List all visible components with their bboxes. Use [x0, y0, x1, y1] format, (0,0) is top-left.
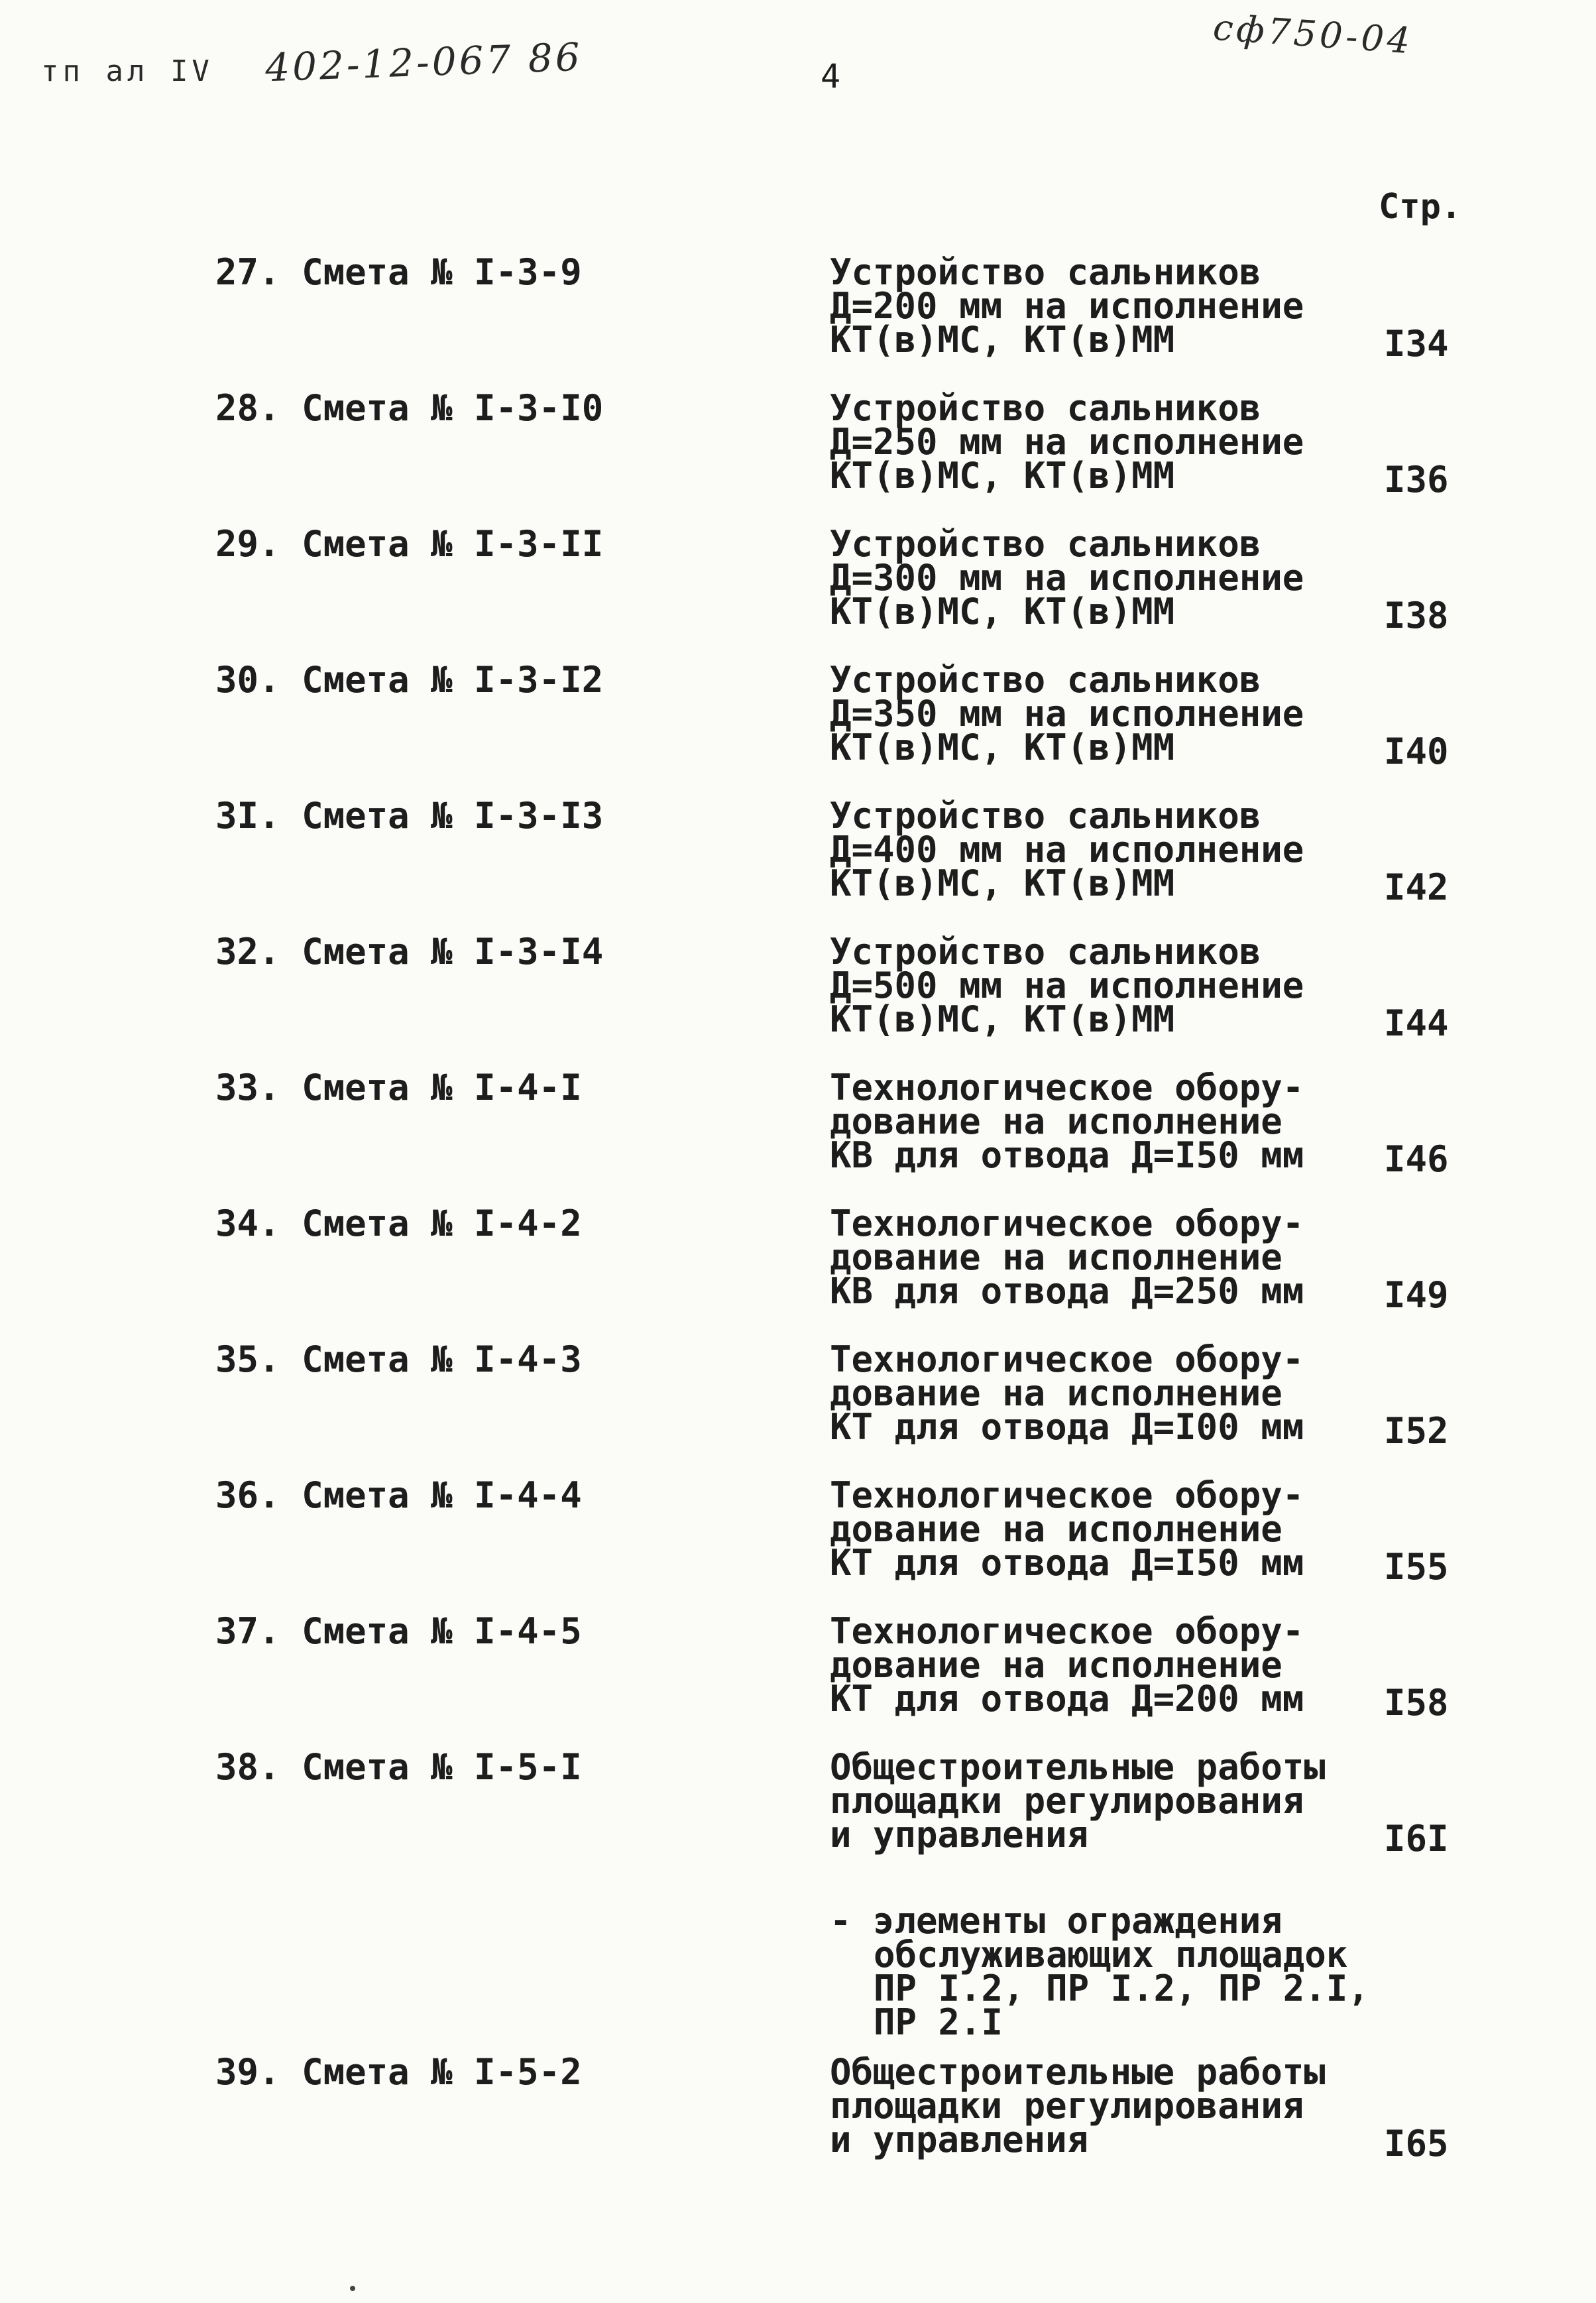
page-column-header: Стр. [1379, 187, 1462, 227]
entry-description-line: КТ для отвода Д=200 мм [830, 1678, 1304, 1720]
entry-estimate-ref [215, 1474, 582, 1516]
entry-estimate: Смета № I-4-4 [302, 1474, 582, 1516]
entry-page-number: I46 [1384, 1138, 1449, 1180]
entry-page-number: I42 [1384, 866, 1449, 908]
entry-estimate-ref [215, 1338, 582, 1380]
entry-estimate-ref [215, 387, 604, 429]
entry-description-line: Д=200 мм на исполнение [830, 285, 1304, 327]
entry-estimate: Смета № I-4-2 [302, 1203, 582, 1244]
entry-description-line: Д=300 мм на исполнение [830, 557, 1304, 599]
entry-estimate-ref [215, 523, 604, 565]
entry-description [830, 1067, 1360, 1176]
entry-description-line: КТ(в)МС, КТ(в)ММ [830, 998, 1175, 1040]
entry-number: 33. [215, 1067, 280, 1108]
entry-description-line: Общестроительные работы [830, 2051, 1326, 2093]
sub-entry-line: - элементы ограждения [830, 1900, 1282, 1942]
entry-estimate-ref [215, 1203, 582, 1244]
entry-description-line: площадки регулирования [830, 2085, 1304, 2127]
entry-description-line: КТ(в)МС, КТ(в)ММ [830, 862, 1175, 904]
entry-number: 38. [215, 1746, 280, 1788]
entry-number: 30. [215, 659, 280, 701]
sub-entry-note [830, 1900, 1369, 2043]
entry-description-line: Технологическое обору- [830, 1067, 1304, 1108]
entry-page-number: I40 [1384, 731, 1449, 772]
entry-page-number: I49 [1384, 1274, 1449, 1316]
scan-speck [350, 2286, 355, 2291]
entry-description-line: КТ(в)МС, КТ(в)ММ [830, 591, 1175, 632]
entry-number: 34. [215, 1203, 280, 1244]
entry-page-number: I34 [1384, 323, 1449, 365]
entry-description-line: Устройство сальников [830, 659, 1261, 701]
entry-number: 37. [215, 1610, 280, 1652]
entry-description [830, 1610, 1360, 1720]
entry-number: 36. [215, 1474, 280, 1516]
entry-number: 27. [215, 251, 280, 293]
entry-estimate: Смета № I-5-I [302, 1746, 582, 1788]
entry-description-line: дование на исполнение [830, 1644, 1282, 1686]
entry-description [830, 1746, 1360, 1856]
entry-description-line: и управления [830, 1814, 1089, 1856]
entry-description-line: Технологическое обору- [830, 1338, 1304, 1380]
entry-description [830, 523, 1360, 632]
entry-description-line: КВ для отвода Д=I50 мм [830, 1134, 1304, 1176]
entry-description-line: Устройство сальников [830, 931, 1261, 973]
entry-description-line: Д=400 мм на исполнение [830, 829, 1304, 870]
entry-page-number: I44 [1384, 1002, 1449, 1044]
entry-estimate: Смета № I-4-5 [302, 1610, 582, 1652]
entry-description-line: КТ(в)МС, КТ(в)ММ [830, 319, 1175, 361]
entry-estimate: Смета № I-3-I4 [302, 931, 604, 973]
entry-description [830, 1203, 1360, 1312]
entry-number: 29. [215, 523, 280, 565]
entry-estimate-ref [215, 1610, 582, 1652]
entry-page-number: I58 [1384, 1682, 1449, 1724]
sub-entry-line: обслуживающих площадок [874, 1934, 1348, 1976]
entry-description-line: КТ для отвода Д=I00 мм [830, 1406, 1304, 1448]
entry-estimate-ref [215, 1746, 582, 1788]
entry-description-line: КТ(в)МС, КТ(в)ММ [830, 455, 1175, 497]
entry-page-number: I55 [1384, 1546, 1449, 1588]
handwritten-project-code: 402-12-067 86 [264, 34, 583, 91]
entry-estimate: Смета № I-4-I [302, 1067, 582, 1108]
entry-description-line: площадки регулирования [830, 1780, 1304, 1822]
entry-number: 28. [215, 387, 280, 429]
entry-description-line: дование на исполнение [830, 1508, 1282, 1550]
entry-description-line: Д=500 мм на исполнение [830, 965, 1304, 1006]
entry-page-number: I52 [1384, 1410, 1449, 1452]
entry-estimate: Смета № I-3-II [302, 523, 604, 565]
entry-estimate-ref [215, 931, 604, 973]
entry-number: 32. [215, 931, 280, 973]
entry-page-number: I65 [1384, 2123, 1449, 2164]
entry-description-line: КТ для отвода Д=I50 мм [830, 1542, 1304, 1584]
entry-estimate: Смета № I-5-2 [302, 2051, 582, 2093]
entry-estimate: Смета № I-3-I2 [302, 659, 604, 701]
entry-page-number: I36 [1384, 459, 1449, 501]
entry-description [830, 659, 1360, 768]
entry-description-line: КТ(в)МС, КТ(в)ММ [830, 727, 1175, 768]
entry-description-line: Устройство сальников [830, 387, 1261, 429]
entry-number: 3I. [215, 795, 280, 837]
entry-estimate: Смета № I-4-3 [302, 1338, 582, 1380]
entry-description [830, 387, 1360, 497]
sub-entry-line: ПР 2.I [874, 2001, 1003, 2043]
entry-estimate: Смета № I-3-I3 [302, 795, 604, 837]
entry-estimate-ref [215, 251, 582, 293]
sub-entry-line: ПР I.2, ПР I.2, ПР 2.I, [874, 1968, 1369, 2009]
entry-description-line: Технологическое обору- [830, 1203, 1304, 1244]
entry-page-number: I38 [1384, 595, 1449, 636]
entry-description [830, 1474, 1360, 1584]
entry-estimate: Смета № I-3-I0 [302, 387, 604, 429]
entry-estimate: Смета № I-3-9 [302, 251, 582, 293]
entry-description-line: и управления [830, 2119, 1089, 2160]
entry-description-line: Устройство сальников [830, 795, 1261, 837]
entry-description [830, 1338, 1360, 1448]
handwritten-stamp-code: сф750-04 [1212, 6, 1415, 62]
entry-description [830, 251, 1360, 361]
entry-estimate-ref [215, 1067, 582, 1108]
entry-description-line: КВ для отвода Д=250 мм [830, 1270, 1304, 1312]
header-series-label: тп ал IV [41, 54, 213, 88]
entry-estimate-ref [215, 795, 604, 837]
entry-description [830, 2051, 1360, 2160]
entry-description-line: дование на исполнение [830, 1372, 1282, 1414]
entry-description-line: Устройство сальников [830, 251, 1261, 293]
entry-description-line: дование на исполнение [830, 1100, 1282, 1142]
entry-number: 35. [215, 1338, 280, 1380]
entry-description-line: Д=250 мм на исполнение [830, 421, 1304, 463]
entry-description-line: Технологическое обору- [830, 1474, 1304, 1516]
entry-description-line: Д=350 мм на исполнение [830, 693, 1304, 735]
entry-description [830, 931, 1360, 1040]
entry-estimate-ref [215, 2051, 582, 2093]
entry-description-line: Общестроительные работы [830, 1746, 1326, 1788]
entry-number: 39. [215, 2051, 280, 2093]
entry-estimate-ref [215, 659, 604, 701]
entry-description-line: дование на исполнение [830, 1236, 1282, 1278]
entry-description-line: Технологическое обору- [830, 1610, 1304, 1652]
entry-description [830, 795, 1360, 904]
entry-description-line: Устройство сальников [830, 523, 1261, 565]
entry-page-number: I6I [1384, 1818, 1449, 1860]
page-number: 4 [821, 57, 841, 95]
